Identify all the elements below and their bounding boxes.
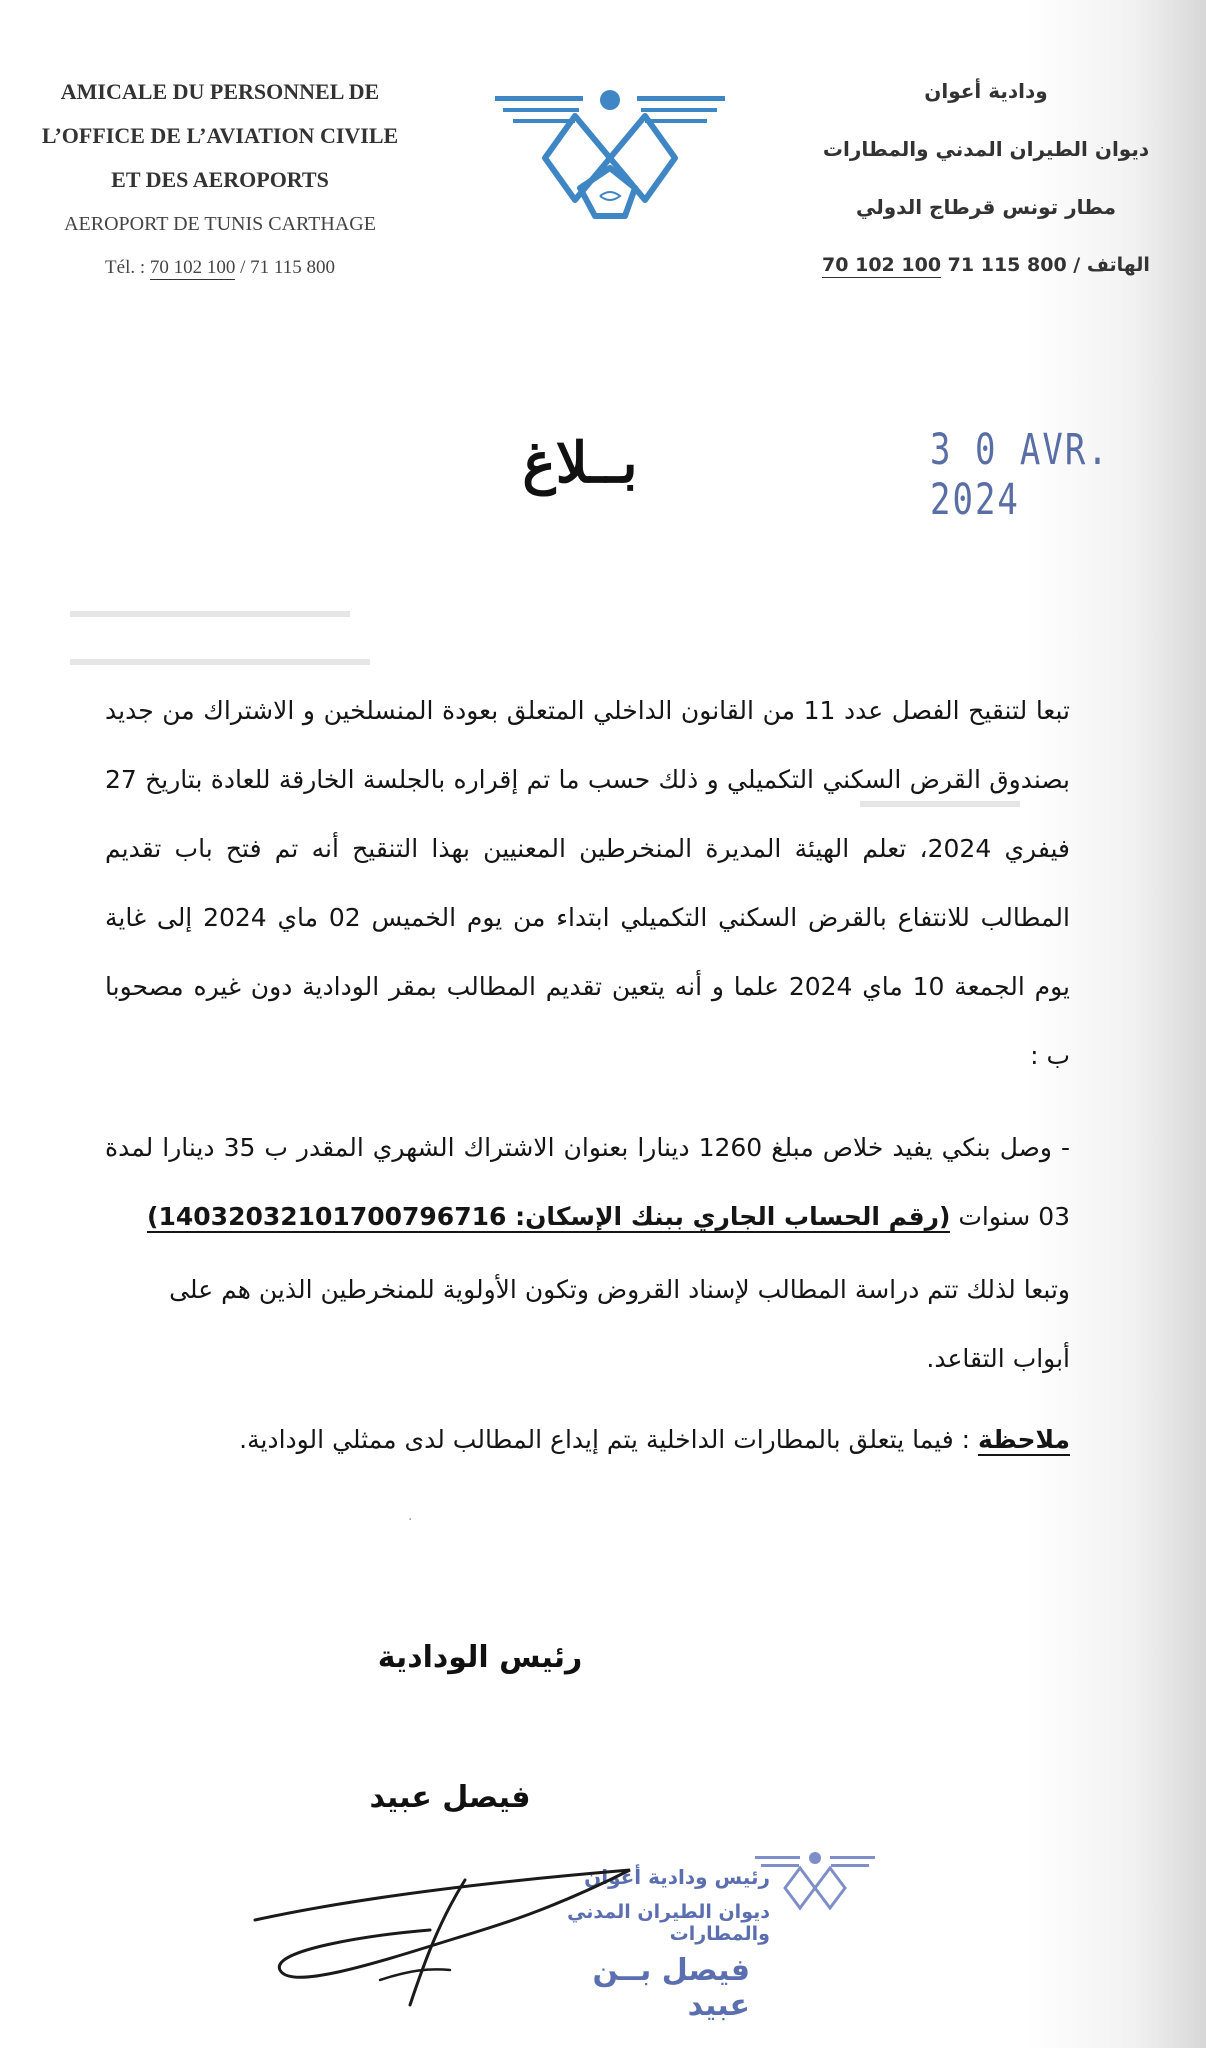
header-fr-tel1: 70 102 100 <box>149 257 236 278</box>
dot-mark: · <box>408 1512 413 1528</box>
bank-account-number: (رقم الحساب الجاري ببنك الإسكان: 14032032101700796716) <box>147 1202 951 1231</box>
header-ar-line1: ودادية أعوان <box>924 79 1048 103</box>
note-paragraph <box>105 1405 1070 1474</box>
bleed-through-mark: ▬▬▬▬▬▬▬▬ <box>860 790 1020 812</box>
header-ar-tel2: 71 115 800 / <box>947 254 1081 276</box>
header-ar-tel-label: الهاتف <box>1086 254 1150 276</box>
bleed-through-mark: ▬▬▬▬▬▬▬▬▬▬▬▬▬▬ <box>70 600 350 622</box>
header-fr-tel-label: Tél. : <box>105 257 146 278</box>
note-text: : فيما يتعلق بالمطارات الداخلية يتم إيداع المطالب لدى ممثلي الودادية. <box>239 1425 971 1454</box>
signature-name: فيصل عبيد <box>369 1780 531 1815</box>
page-title: بــلاغ <box>522 430 638 496</box>
stamp-line1: رئيس ودادية أعوان <box>584 1865 770 1889</box>
date-stamp: 3 0 AVR. 2024 <box>930 425 1110 525</box>
signature-title: رئيس الودادية <box>377 1640 583 1675</box>
paragraph-priority <box>105 1255 1070 1393</box>
header-french <box>40 70 400 290</box>
stamp-name: فيصل بــن عبيد <box>592 1953 750 2023</box>
header-fr-phone <box>40 246 400 290</box>
header-arabic <box>821 62 1151 294</box>
header-ar-line2: ديوان الطيران المدني والمطارات <box>822 137 1150 161</box>
priority-text: وتبعا لذلك تتم دراسة المطالب لإسناد القروض وتكون الأولوية للمنخرطين الذين هم على أبواب التقاعد. <box>169 1275 1070 1373</box>
header-fr-line1: AMICALE DU PERSONNEL DE <box>60 79 380 104</box>
amicale-logo-icon <box>495 88 725 228</box>
handwritten-signature <box>250 1850 670 2020</box>
header-fr-line3: ET DES AEROPORTS <box>111 167 329 192</box>
header-ar-tel1: 70 102 100 <box>822 254 942 276</box>
header-fr-line2: L’OFFICE DE L’AVIATION CIVILE <box>41 123 399 148</box>
paragraph-bank-receipt <box>105 1113 1070 1251</box>
header-ar-line3: مطار تونس قرطاج الدولي <box>856 195 1116 219</box>
header-ar-tel-numbers <box>822 254 1080 278</box>
bleed-through-mark: ▬▬▬▬▬▬▬▬▬▬▬▬▬▬▬ <box>70 648 370 670</box>
note-label: ملاحظة <box>978 1425 1070 1454</box>
header-fr-tel2: / 71 115 800 <box>235 257 335 278</box>
announcement-body <box>105 676 1070 1090</box>
bank-receipt-text: - وصل بنكي يفيد خلاص مبلغ 1260 دينارا بعنوان الاشتراك الشهري المقدر ب 35 دينارا لمدة 03 سنوات <box>105 1133 1070 1231</box>
paragraph-main: تبعا لتنقيح الفصل عدد 11 من القانون الداخلي المتعلق بعودة المنسلخين و الاشتراك من جديد بصندوق القرض السكني التكميلي و ذلك حسب ما تم إقراره بالجلسة الخارقة للعادة بتاريخ 27 فيفري 2024، تعلم الهيئة المديرة المنخرطين المعنيين بهذا التنقيح أنه تم فتح باب تقديم المطالب للانتفاع بالقرض السكني التكميلي ابتداء من يوم الخميس 02 ماي 2024 إلى غاية يوم الجمعة 10 ماي 2024 علما و أنه يتعين تقديم المطالب بمقر الودادية دون غيره مصحوبا ب : <box>105 696 1070 1070</box>
stamp-line2: ديوان الطيران المدني والمطارات <box>567 1901 770 1945</box>
header-fr-line4: AEROPORT DE TUNIS CARTHAGE <box>64 213 376 235</box>
header-ar-phone <box>821 236 1151 294</box>
